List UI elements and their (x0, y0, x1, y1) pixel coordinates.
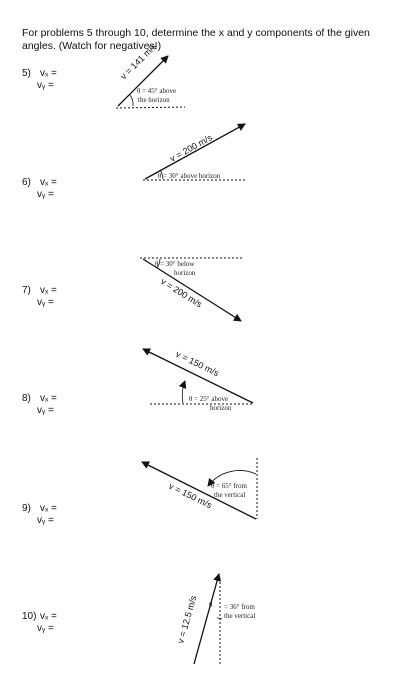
angle-label: θ = 30° below (155, 260, 195, 268)
diagram-5 (116, 41, 185, 108)
diagram-6 (143, 124, 247, 180)
velocity-label: v = 200 m/s (158, 276, 204, 310)
angle-label-line2: the horizon (138, 96, 170, 104)
problem-number: 5) (22, 68, 31, 79)
horizontal-reference-line (116, 107, 185, 108)
vx-label: vₓ = (40, 68, 57, 79)
problem-number: 7) (22, 285, 31, 296)
angle-arc (130, 95, 133, 106)
vy-label: vᵧ = (37, 189, 54, 200)
velocity-label: v = 12.5 m/s (175, 594, 199, 645)
angle-label-line2: horizon (174, 269, 196, 277)
velocity-label: v = 150 m/s (174, 348, 221, 379)
vx-label: vₓ = (40, 393, 57, 404)
theta-symbol: θ (209, 601, 213, 609)
diagram-7 (140, 258, 243, 321)
problem-number: 8) (22, 393, 31, 404)
angle-label: θ = 65° from (211, 482, 247, 490)
diagram-8 (143, 349, 253, 412)
vx-label: vₓ = (40, 285, 57, 296)
angle-label-line2: horizon (210, 404, 232, 412)
problem-number: 9) (22, 503, 31, 514)
vy-label: vᵧ = (37, 515, 54, 526)
vy-label: vᵧ = (37, 80, 54, 91)
instructions: For problems 5 through 10, determine the x and y components of the given angles. (Watch for negatives!) (22, 27, 370, 52)
angle-label: = 36° from (224, 603, 255, 611)
vy-label: vᵧ = (37, 405, 54, 416)
angle-label: θ = 45° above (137, 87, 177, 95)
velocity-vector (194, 574, 219, 664)
vx-label: vₓ = (40, 611, 57, 622)
velocity-label: v = 150 m/s (167, 480, 214, 511)
vx-label: vₓ = (40, 503, 57, 514)
vx-label: vₓ = (40, 177, 57, 188)
vy-label: vᵧ = (37, 297, 54, 308)
angle-arc (182, 381, 185, 403)
problem-number: 10) (22, 611, 37, 622)
diagram-10 (175, 574, 255, 664)
angle-label-line2: the vertical (214, 491, 246, 499)
velocity-label: v = 200 m/s (168, 132, 214, 164)
velocity-label: v = 141 m/s (118, 41, 159, 82)
vy-label: vᵧ = (37, 623, 54, 634)
problem-number: 6) (22, 177, 31, 188)
angle-label: θ = 25° above (189, 395, 229, 403)
angle-label-line2: the vertical (224, 612, 256, 620)
diagram-9 (142, 458, 257, 519)
angle-label: θ = 30° above horizon (158, 172, 221, 180)
